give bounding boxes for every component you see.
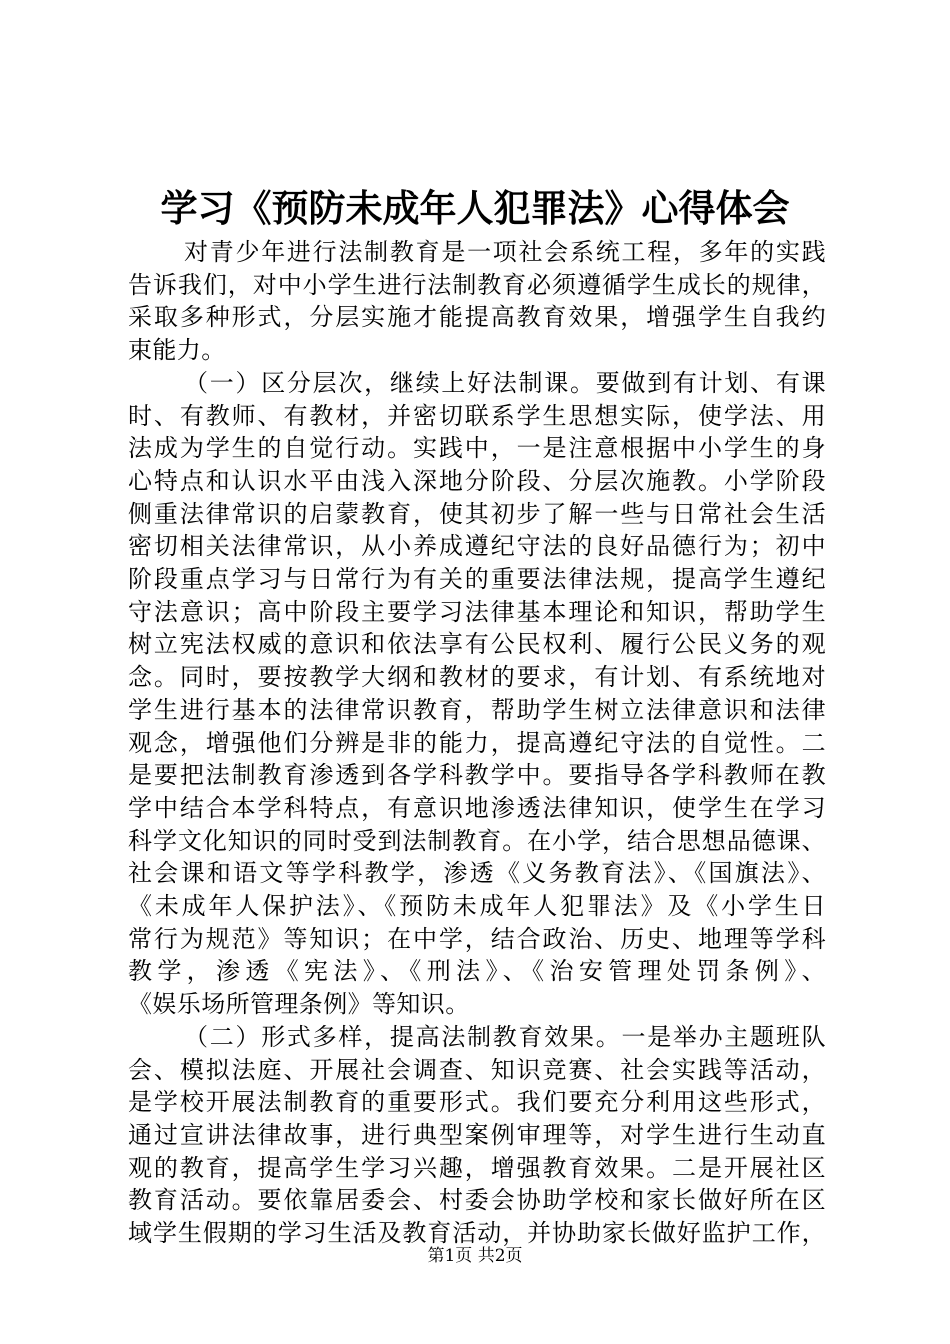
paragraph-line: 密切相关法律常识，从小养成遵纪守法的良好品德行为；初中 bbox=[128, 532, 826, 561]
paragraph-line: 教学，渗透《宪法》、《刑法》、《治安管理处罚条例》、 bbox=[128, 957, 826, 986]
paragraph-line: 社会课和语文等学科教学，渗透《义务教育法》、《国旗法》、 bbox=[128, 859, 826, 888]
paragraph-line: 学生进行基本的法律常识教育，帮助学生树立法律意识和法律 bbox=[128, 695, 826, 724]
paragraph-line: 教育活动。要依靠居委会、村委会协助学校和家长做好所在区 bbox=[128, 1186, 826, 1215]
paragraph-line: 束能力。 bbox=[128, 336, 226, 365]
body-paragraph bbox=[128, 1021, 826, 1250]
page-number-footer: 第1页 共2页 bbox=[427, 1246, 523, 1266]
document-title: 学习《预防未成年人犯罪法》心得体会 bbox=[160, 186, 790, 230]
paragraph-line: 阶段重点学习与日常行为有关的重要法律法规，提高学生遵纪 bbox=[128, 565, 826, 594]
paragraph-line: 树立宪法权威的意识和依法享有公民权利、履行公民义务的观 bbox=[128, 630, 826, 659]
paragraph-line: 《娱乐场所管理条例》等知识。 bbox=[128, 990, 470, 1019]
paragraph-line: （一）区分层次，继续上好法制课。要做到有计划、有课 bbox=[184, 368, 826, 397]
paragraph-line: 常行为规范》等知识；在中学，结合政治、历史、地理等学科 bbox=[128, 924, 826, 953]
body-paragraph bbox=[128, 367, 826, 1021]
paragraph-line: 会、模拟法庭、开展社会调查、知识竞赛、社会实践等活动， bbox=[128, 1055, 826, 1084]
document-body bbox=[128, 236, 826, 1250]
paragraph-line: 《未成年人保护法》、《预防未成年人犯罪法》及《小学生日 bbox=[128, 892, 826, 921]
paragraph-line: 学中结合本学科特点，有意识地渗透法律知识，使学生在学习 bbox=[128, 793, 826, 822]
paragraph-line: 域学生假期的学习生活及教育活动，并协助家长做好监护工作， bbox=[128, 1219, 826, 1248]
paragraph-line: 法成为学生的自觉行动。实践中，一是注意根据中小学生的身 bbox=[128, 434, 826, 463]
body-paragraph bbox=[128, 236, 826, 367]
paragraph-line: 守法意识；高中阶段主要学习法律基本理论和知识，帮助学生 bbox=[128, 597, 826, 626]
paragraph-line: 通过宣讲法律故事，进行典型案例审理等，对学生进行生动直 bbox=[128, 1120, 826, 1149]
paragraph-line: 念。同时，要按教学大纲和教材的要求，有计划、有系统地对 bbox=[128, 663, 826, 692]
paragraph-line: 对青少年进行法制教育是一项社会系统工程，多年的实践 bbox=[184, 238, 826, 266]
paragraph-line: 是学校开展法制教育的重要形式。我们要充分利用这些形式， bbox=[128, 1088, 826, 1117]
paragraph-line: 观的教育，提高学生学习兴趣，增强教育效果。二是开展社区 bbox=[128, 1153, 826, 1182]
paragraph-line: 是要把法制教育渗透到各学科教学中。要指导各学科教师在教 bbox=[128, 761, 826, 790]
paragraph-line: 侧重法律常识的启蒙教育，使其初步了解一些与日常社会生活 bbox=[128, 499, 826, 528]
paragraph-line: 观念，增强他们分辨是非的能力，提高遵纪守法的自觉性。二 bbox=[128, 728, 826, 757]
paragraph-line: 心特点和认识水平由浅入深地分阶段、分层次施教。小学阶段 bbox=[128, 466, 826, 495]
paragraph-line: 告诉我们，对中小学生进行法制教育必须遵循学生成长的规律， bbox=[128, 270, 826, 299]
paragraph-line: 时、有教师、有教材，并密切联系学生思想实际，使学法、用 bbox=[128, 401, 826, 430]
paragraph-line: 科学文化知识的同时受到法制教育。在小学，结合思想品德课、 bbox=[128, 826, 826, 855]
paragraph-line: 采取多种形式，分层实施才能提高教育效果，增强学生自我约 bbox=[128, 303, 826, 332]
paragraph-line: （二）形式多样，提高法制教育效果。一是举办主题班队 bbox=[184, 1022, 826, 1051]
